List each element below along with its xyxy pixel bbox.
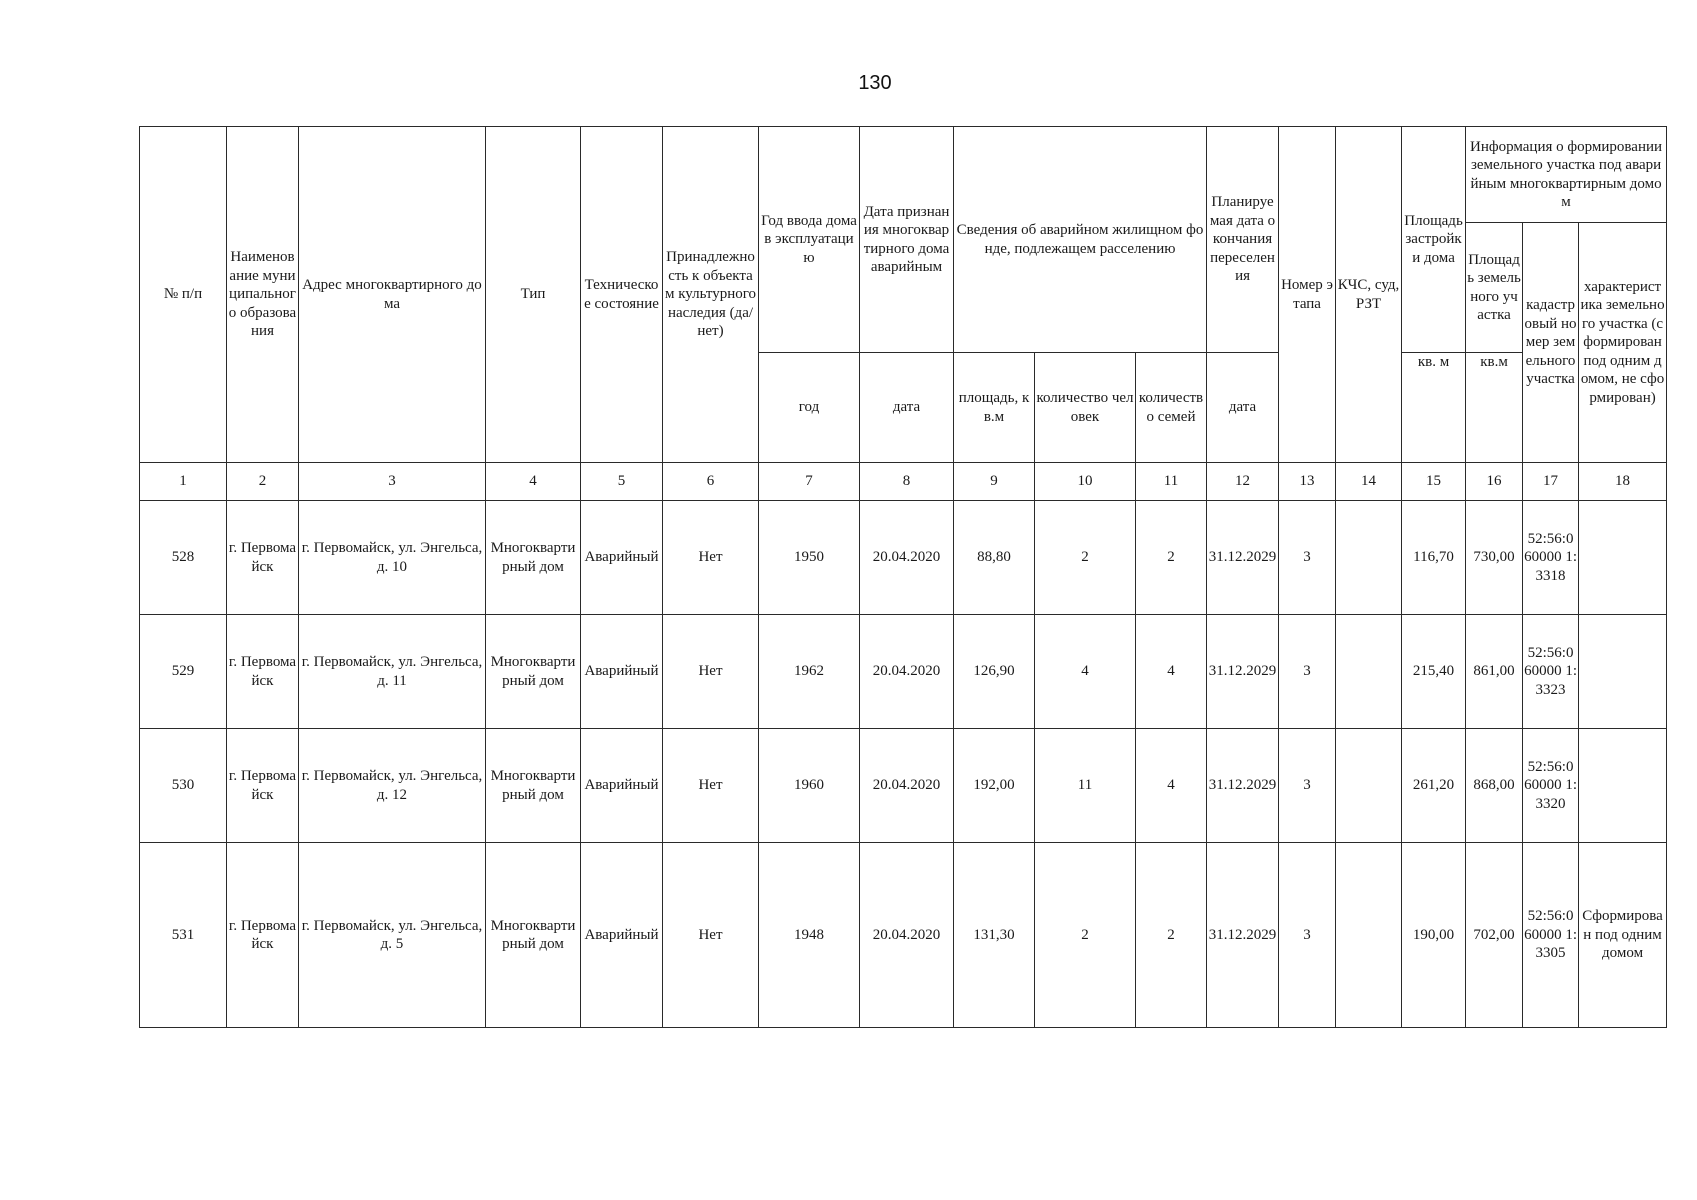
cell-cadastral: 52:56:060000 1:3320 — [1523, 729, 1579, 843]
cell-type: Многоквартирный дом — [486, 843, 581, 1028]
column-number-row — [140, 463, 1667, 501]
header-sub-11: количество семей — [1136, 353, 1207, 463]
header-group-9-11: Сведения об аварийном жилищном фонде, подлежащем расселению — [954, 127, 1207, 353]
cell-type: Многоквартирный дом — [486, 501, 581, 615]
cell-land-char — [1579, 501, 1667, 615]
cell-num: 531 — [140, 843, 227, 1028]
header-col-4: Тип — [486, 127, 581, 463]
column-number: 11 — [1136, 463, 1207, 501]
cell-num: 528 — [140, 501, 227, 615]
table-row — [140, 729, 1667, 843]
cell-address: г. Первомайск, ул. Энгельса, д. 10 — [299, 501, 486, 615]
header-col-3: Адрес многоквартирного дома — [299, 127, 486, 463]
cell-year: 1948 — [759, 843, 860, 1028]
header-col-18: характеристика земельного участка (сформирован под одним домом, не сформирован) — [1579, 223, 1667, 463]
cell-state: Аварийный — [581, 615, 663, 729]
column-number: 3 — [299, 463, 486, 501]
cell-stage: 3 — [1279, 501, 1336, 615]
header-sub-16: кв.м — [1466, 353, 1523, 463]
cell-land-area: 861,00 — [1466, 615, 1523, 729]
cell-land-area: 702,00 — [1466, 843, 1523, 1028]
column-number: 4 — [486, 463, 581, 501]
table-row — [140, 501, 1667, 615]
header-col-14: КЧС, суд, РЗТ — [1336, 127, 1402, 463]
column-number: 15 — [1402, 463, 1466, 501]
cell-kchs — [1336, 843, 1402, 1028]
cell-state: Аварийный — [581, 843, 663, 1028]
cell-built-area: 190,00 — [1402, 843, 1466, 1028]
column-number: 2 — [227, 463, 299, 501]
column-number: 14 — [1336, 463, 1402, 501]
cell-date-end: 31.12.2029 — [1207, 729, 1279, 843]
cell-people: 2 — [1035, 501, 1136, 615]
cell-type: Многоквартирный дом — [486, 615, 581, 729]
cell-area: 126,90 — [954, 615, 1035, 729]
cell-date-recognized: 20.04.2020 — [860, 843, 954, 1028]
cell-cadastral: 52:56:060000 1:3323 — [1523, 615, 1579, 729]
cell-date-recognized: 20.04.2020 — [860, 615, 954, 729]
header-sub-15: кв. м — [1402, 353, 1466, 463]
cell-families: 2 — [1136, 843, 1207, 1028]
cell-state: Аварийный — [581, 729, 663, 843]
cell-families: 2 — [1136, 501, 1207, 615]
column-number: 10 — [1035, 463, 1136, 501]
cell-type: Многоквартирный дом — [486, 729, 581, 843]
cell-num: 529 — [140, 615, 227, 729]
cell-year: 1950 — [759, 501, 860, 615]
header-col-2: Наименование муниципального образования — [227, 127, 299, 463]
cell-address: г. Первомайск, ул. Энгельса, д. 12 — [299, 729, 486, 843]
cell-area: 192,00 — [954, 729, 1035, 843]
cell-cadastral: 52:56:060000 1:3305 — [1523, 843, 1579, 1028]
table-row — [140, 843, 1667, 1028]
cell-built-area: 116,70 — [1402, 501, 1466, 615]
header-col-1: № п/п — [140, 127, 227, 463]
cell-num: 530 — [140, 729, 227, 843]
header-col-6: Принадлежность к объектам культурного наследия (да/нет) — [663, 127, 759, 463]
cell-people: 11 — [1035, 729, 1136, 843]
cell-heritage: Нет — [663, 843, 759, 1028]
header-col-12: Планируемая дата окончания переселения — [1207, 127, 1279, 353]
cell-date-recognized: 20.04.2020 — [860, 729, 954, 843]
cell-land-area: 868,00 — [1466, 729, 1523, 843]
cell-land-area: 730,00 — [1466, 501, 1523, 615]
cell-municipality: г. Первомайск — [227, 615, 299, 729]
column-number: 6 — [663, 463, 759, 501]
cell-municipality: г. Первомайск — [227, 729, 299, 843]
cell-stage: 3 — [1279, 729, 1336, 843]
cell-date-end: 31.12.2029 — [1207, 615, 1279, 729]
header-col-7: Год ввода дома в эксплуатацию — [759, 127, 860, 353]
table-row — [140, 615, 1667, 729]
cell-heritage: Нет — [663, 729, 759, 843]
cell-kchs — [1336, 501, 1402, 615]
cell-heritage: Нет — [663, 501, 759, 615]
cell-people: 2 — [1035, 843, 1136, 1028]
cell-area: 88,80 — [954, 501, 1035, 615]
column-number: 18 — [1579, 463, 1667, 501]
cell-built-area: 215,40 — [1402, 615, 1466, 729]
cell-municipality: г. Первомайск — [227, 501, 299, 615]
cell-land-char — [1579, 729, 1667, 843]
cell-address: г. Первомайск, ул. Энгельса, д. 5 — [299, 843, 486, 1028]
cell-land-char: Сформирован под одним домом — [1579, 843, 1667, 1028]
column-number: 8 — [860, 463, 954, 501]
header-sub-7: год — [759, 353, 860, 463]
cell-year: 1962 — [759, 615, 860, 729]
header-col-13: Номер этапа — [1279, 127, 1336, 463]
emergency-housing-table — [139, 126, 1667, 1028]
cell-families: 4 — [1136, 615, 1207, 729]
header-col-5: Техническое состояние — [581, 127, 663, 463]
cell-address: г. Первомайск, ул. Энгельса, д. 11 — [299, 615, 486, 729]
header-col-16: Площадь земельного участка — [1466, 223, 1523, 353]
column-number: 5 — [581, 463, 663, 501]
cell-heritage: Нет — [663, 615, 759, 729]
header-group-16-18: Информация о формировании земельного участка под аварийным многоквартирным домом — [1466, 127, 1667, 223]
cell-built-area: 261,20 — [1402, 729, 1466, 843]
header-sub-8: дата — [860, 353, 954, 463]
cell-date-recognized: 20.04.2020 — [860, 501, 954, 615]
header-sub-12: дата — [1207, 353, 1279, 463]
column-number: 17 — [1523, 463, 1579, 501]
header-col-17: кадастровый номер земельного участка — [1523, 223, 1579, 463]
header-sub-9: площадь, кв.м — [954, 353, 1035, 463]
cell-kchs — [1336, 615, 1402, 729]
cell-state: Аварийный — [581, 501, 663, 615]
cell-families: 4 — [1136, 729, 1207, 843]
column-number: 7 — [759, 463, 860, 501]
column-number: 13 — [1279, 463, 1336, 501]
cell-municipality: г. Первомайск — [227, 843, 299, 1028]
cell-area: 131,30 — [954, 843, 1035, 1028]
cell-kchs — [1336, 729, 1402, 843]
cell-year: 1960 — [759, 729, 860, 843]
cell-stage: 3 — [1279, 843, 1336, 1028]
column-number: 1 — [140, 463, 227, 501]
page-number: 130 — [858, 72, 892, 94]
header-sub-10: количество человек — [1035, 353, 1136, 463]
cell-land-char — [1579, 615, 1667, 729]
column-number: 12 — [1207, 463, 1279, 501]
cell-stage: 3 — [1279, 615, 1336, 729]
column-number: 9 — [954, 463, 1035, 501]
header-col-15: Площадь застройки дома — [1402, 127, 1466, 353]
cell-date-end: 31.12.2029 — [1207, 843, 1279, 1028]
cell-cadastral: 52:56:060000 1:3318 — [1523, 501, 1579, 615]
cell-people: 4 — [1035, 615, 1136, 729]
column-number: 16 — [1466, 463, 1523, 501]
header-col-8: Дата признания многоквартирного дома аварийным — [860, 127, 954, 353]
cell-date-end: 31.12.2029 — [1207, 501, 1279, 615]
